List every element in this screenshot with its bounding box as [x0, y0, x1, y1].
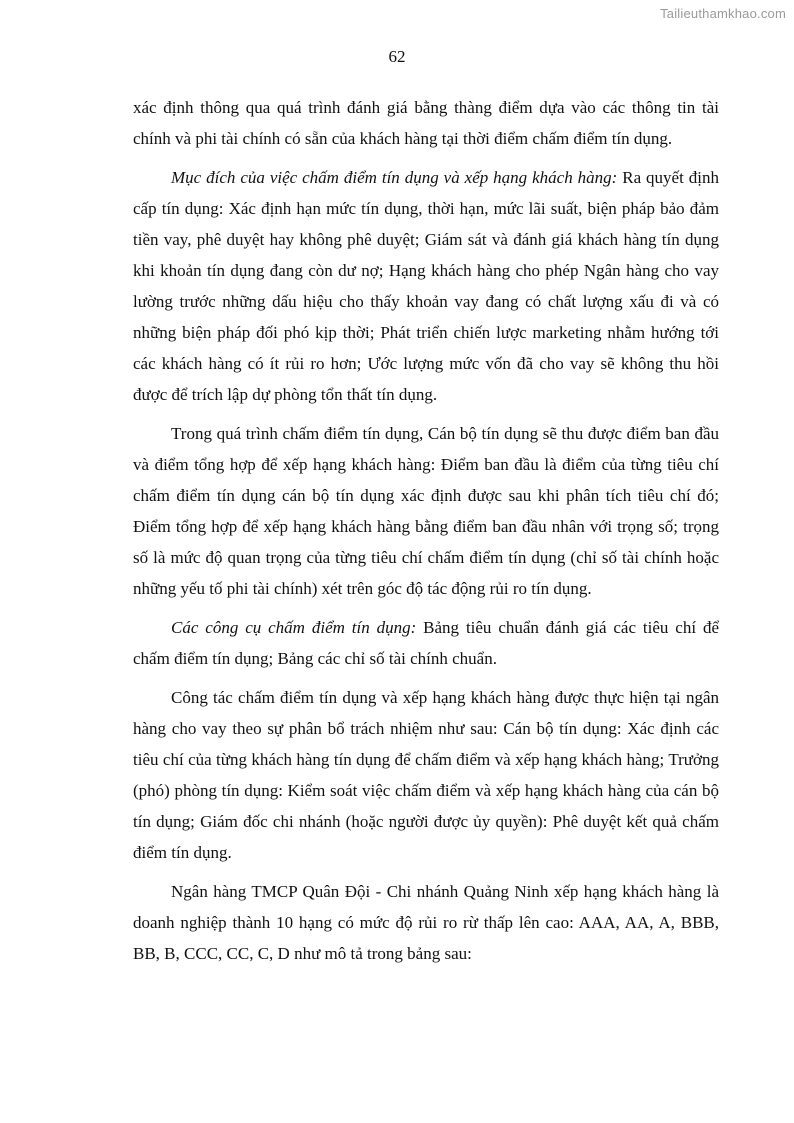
- watermark: Tailieuthamkhao.com: [660, 6, 786, 21]
- paragraph-responsibilities: [133, 682, 719, 868]
- paragraph-scoring-process: [133, 418, 719, 604]
- document-body: [133, 92, 719, 977]
- paragraph-rating-classes: [133, 876, 719, 969]
- paragraph-text: Ngân hàng TMCP Quân Đội - Chi nhánh Quảng Ninh xếp hạng khách hàng là doanh nghiệp thành 10 hạng có mức độ rủi ro rừ thấp lên cao: AAA, AA, A, BBB, BB, B, CCC, CC, C, D như mô tả trong bảng sau:: [133, 882, 719, 963]
- paragraph-text: xác định thông qua quá trình đánh giá bằng thàng điểm dựa vào các thông tin tài chính và phi tài chính có sẵn của khách hàng tại thời điểm chấm điểm tín dụng.: [133, 98, 719, 148]
- paragraph-text: Trong quá trình chấm điểm tín dụng, Cán bộ tín dụng sẽ thu được điểm ban đầu và điểm tổng hợp để xếp hạng khách hàng: Điểm ban đầu là điểm của từng tiêu chí chấm điểm tín dụng cán bộ tín dụng xác định được sau khi phân tích tiêu chí đó; Điểm tổng hợp để xếp hạng khách hàng bằng điểm ban đầu nhân với trọng số; trọng số là mức độ quan trọng của từng tiêu chí chấm điểm tín dụng (chỉ số tài chính hoặc những yếu tố phi tài chính) xét trên góc độ tác động rủi ro tín dụng.: [133, 424, 719, 598]
- paragraph-text: Ra quyết định cấp tín dụng: Xác định hạn mức tín dụng, thời hạn, mức lãi suất, biện pháp bảo đảm tiền vay, phê duyệt hay không phê duyệt; Giám sát và đánh giá khách hàng tín dụng khi khoản tín dụng đang còn dư nợ; Hạng khách hàng cho phép Ngân hàng cho vay lường trước những dấu hiệu cho thấy khoản vay đang có chất lượng xấu đi và có những biện pháp đối phó kịp thời; Phát triển chiến lược marketing nhằm hướng tới các khách hàng có ít rủi ro hơn; Ước lượng mức vốn đã cho vay sẽ không thu hồi được để trích lập dự phòng tổn thất tín dụng.: [133, 168, 719, 404]
- paragraph-text: Bảng tiêu chuẩn đánh giá các tiêu chí để chấm điểm tín dụng; Bảng các chỉ số tài chính chuẩn.: [133, 618, 719, 668]
- paragraph-tools: [133, 612, 719, 674]
- paragraph-continuation: [133, 92, 719, 154]
- paragraph-lead-italic: Mục đích của việc chấm điểm tín dụng và xếp hạng khách hàng:: [171, 168, 618, 187]
- page-number: 62: [388, 47, 406, 66]
- paragraph-lead-italic: Các công cụ chấm điểm tín dụng:: [171, 618, 417, 637]
- paragraph-purpose: [133, 162, 719, 410]
- paragraph-text: Công tác chấm điểm tín dụng và xếp hạng khách hàng được thực hiện tại ngân hàng cho vay theo sự phân bổ trách nhiệm như sau: Cán bộ tín dụng: Xác định các tiêu chí của từng khách hàng tín dụng để chấm điểm và xếp hạng khách hàng; Trưởng (phó) phòng tín dụng: Kiểm soát việc chấm điểm và xếp hạng khách hàng của cán bộ tín dụng; Giám đốc chi nhánh (hoặc người được ủy quyền): Phê duyệt kết quả chấm điểm tín dụng.: [133, 688, 719, 862]
